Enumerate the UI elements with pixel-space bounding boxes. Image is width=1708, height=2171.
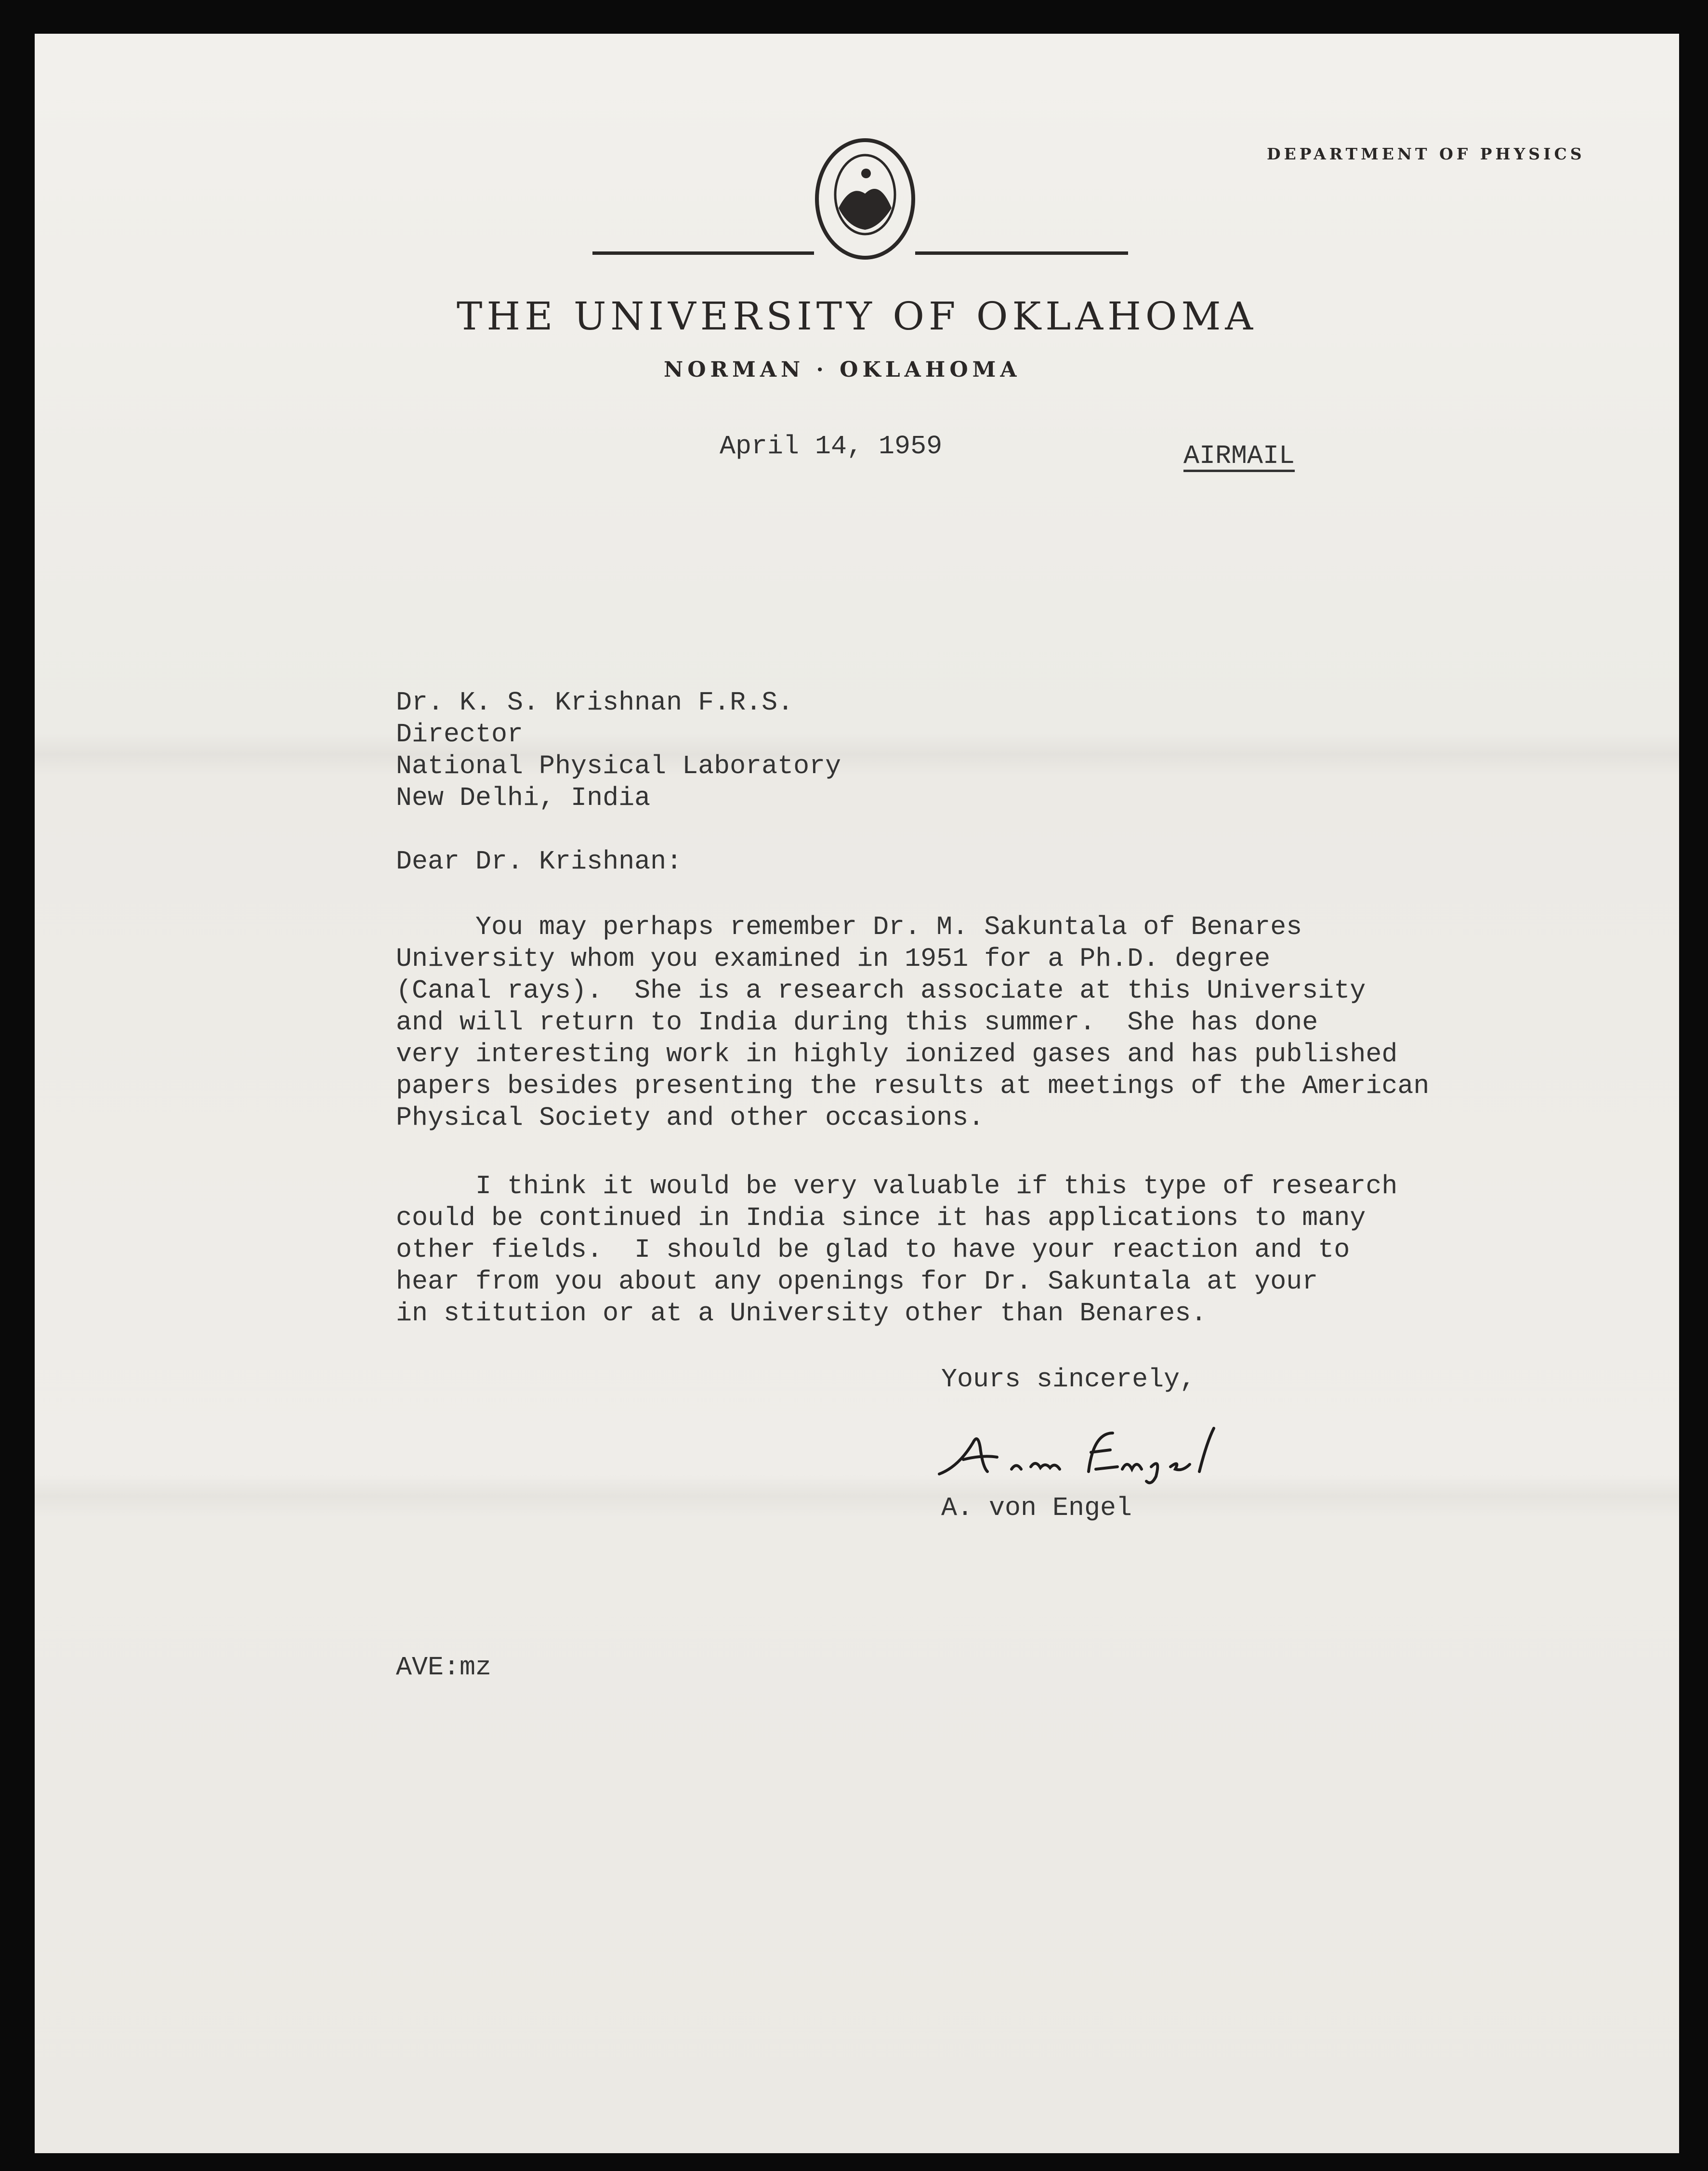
letterhead-rule-left: [592, 251, 814, 255]
salutation: Dear Dr. Krishnan:: [396, 846, 683, 877]
department-label: DEPARTMENT OF PHYSICS: [1267, 145, 1585, 163]
recipient-address: [396, 687, 841, 814]
letterhead-rule-right: [915, 251, 1128, 255]
body-line: very interesting work in highly ionized gases and has published: [396, 1039, 1398, 1069]
body-line: University whom you examined in 1951 for a Ph.D. degree: [396, 944, 1271, 974]
letter-date: April 14, 1959: [720, 431, 943, 461]
university-location: NORMAN · OKLAHOMA: [664, 357, 1021, 382]
body-line: (Canal rays). She is a research associate at this University: [396, 975, 1366, 1006]
signer-name: A. von Engel: [941, 1493, 1132, 1523]
paragraph-2: [396, 1171, 1397, 1329]
recipient-line: New Delhi, India: [396, 783, 651, 813]
recipient-line: Director: [396, 719, 524, 750]
university-seal-icon: [812, 136, 918, 262]
university-name: THE UNIVERSITY OF OKLAHOMA: [457, 294, 1258, 339]
body-line: other fields. I should be glad to have your reaction and to: [396, 1235, 1350, 1265]
closing: Yours sincerely,: [941, 1364, 1196, 1395]
reference-initials: AVE:mz: [396, 1652, 492, 1683]
body-line: Physical Society and other occasions.: [396, 1103, 985, 1133]
body-line: in stitution or at a University other than Benares.: [396, 1298, 1207, 1329]
body-line: papers besides presenting the results at meetings of the American: [396, 1071, 1430, 1101]
airmail-label: AIRMAIL: [1183, 441, 1295, 471]
body-line: You may perhaps remember Dr. M. Sakuntala of Benares: [396, 912, 1302, 942]
body-line: hear from you about any openings for Dr. Sakuntala at your: [396, 1266, 1318, 1297]
recipient-line: Dr. K. S. Krishnan F.R.S.: [396, 687, 794, 718]
recipient-line: National Physical Laboratory: [396, 751, 841, 781]
body-line: could be continued in India since it has applications to many: [396, 1203, 1366, 1233]
paragraph-1: [396, 911, 1429, 1134]
body-line: I think it would be very valuable if this type of research: [396, 1171, 1398, 1201]
body-line: and will return to India during this summer. She has done: [396, 1007, 1318, 1038]
handwritten-signature: [930, 1414, 1228, 1486]
